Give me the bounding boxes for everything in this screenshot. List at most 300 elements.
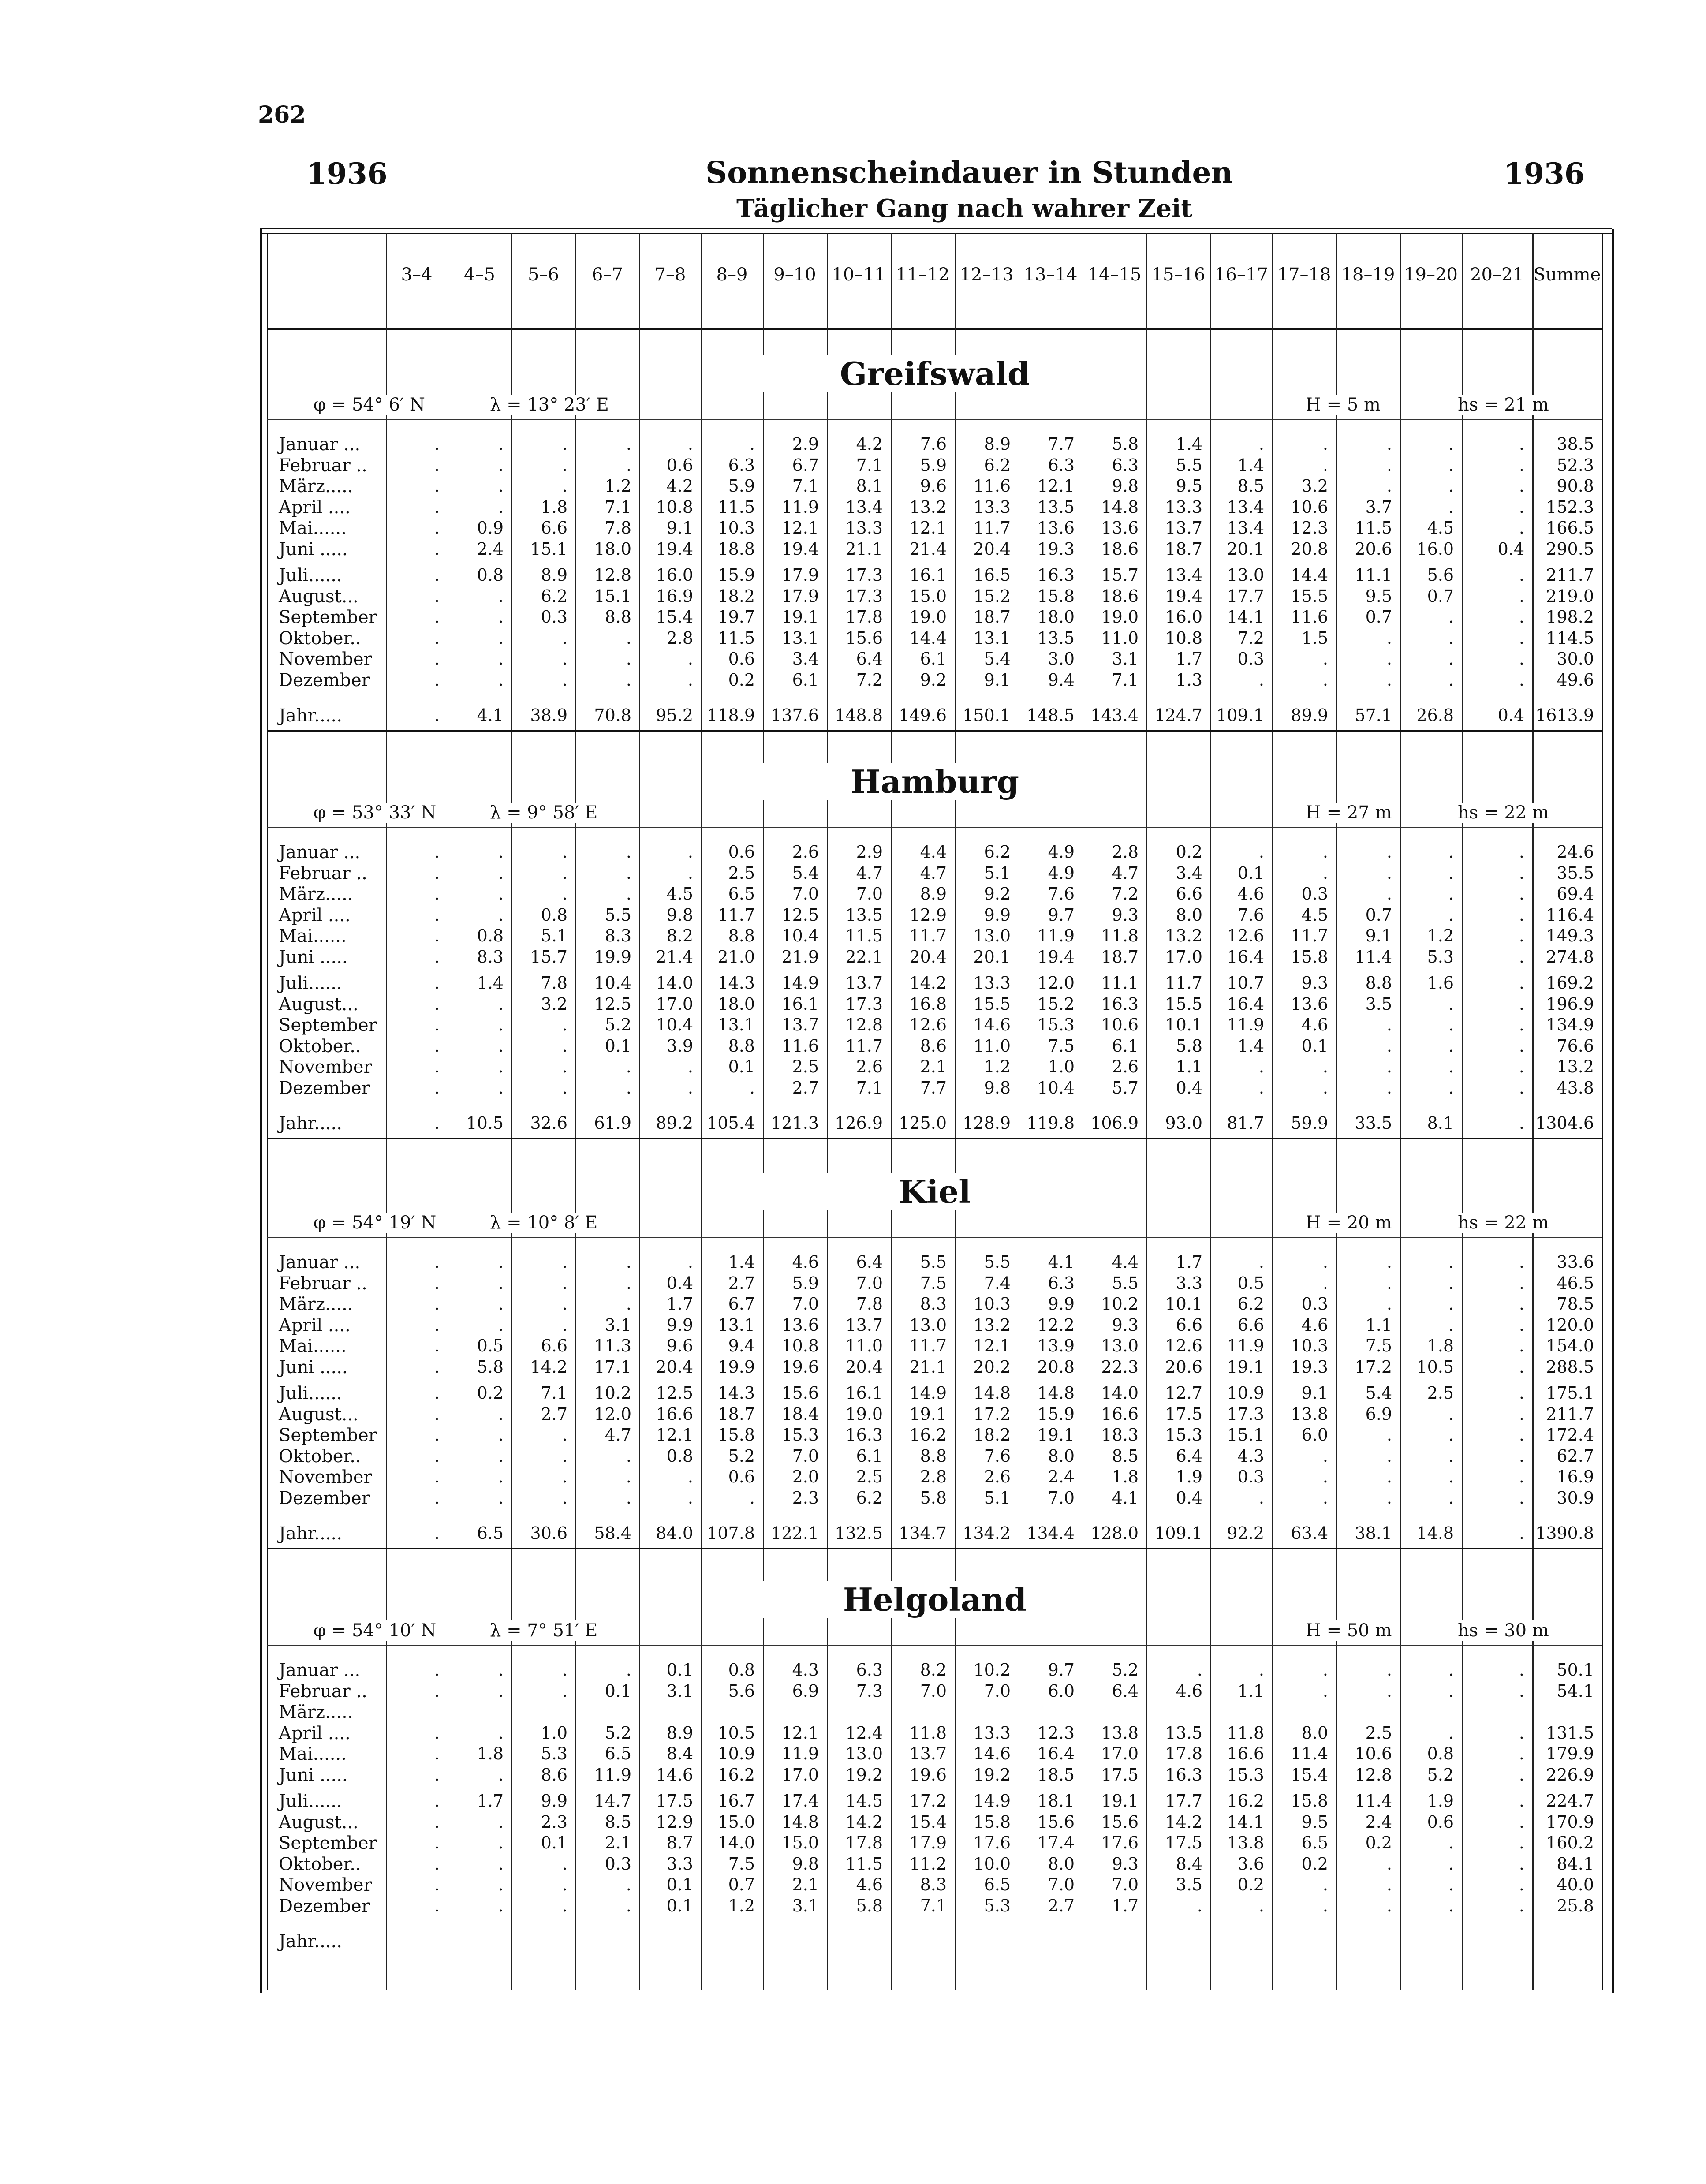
table-cell: 18.3 [1101, 1425, 1139, 1445]
table-cell: 7.8 [605, 518, 631, 538]
table-cell: 8.9 [666, 1723, 693, 1743]
month-label: November [279, 1057, 372, 1077]
table-cell: 11.1 [1355, 565, 1392, 585]
table-cell: 9.3 [1112, 1854, 1139, 1874]
table-cell: 1.7 [1112, 1896, 1139, 1915]
table-cell: 17.8 [845, 607, 883, 627]
table-cell: 0.8 [728, 1660, 755, 1680]
table-cell: 4.5 [1301, 905, 1328, 925]
table-cell: . [434, 1744, 440, 1763]
page-title: Sonnenscheindauer in Stunden [706, 155, 1233, 190]
table-cell: 10.9 [1227, 1383, 1264, 1403]
table-cell: 15.5 [973, 994, 1011, 1014]
table-cell: 13.1 [717, 1315, 755, 1335]
table-cell: . [434, 1315, 440, 1335]
table-cell: 12.4 [845, 1723, 883, 1743]
table-cell: 8.3 [920, 1875, 947, 1894]
table-cell: 11.4 [1355, 1791, 1392, 1811]
table-cell: 1.1 [1176, 1057, 1202, 1076]
month-label: Oktober.. [279, 628, 361, 649]
month-label: September [279, 607, 377, 627]
table-cell: 9.3 [1112, 905, 1139, 925]
column-header-hour: 6–7 [592, 265, 623, 285]
year-total-cell: 122.1 [771, 1523, 819, 1543]
table-cell: 14.1 [1227, 607, 1264, 627]
table-cell: 6.2 [856, 1488, 883, 1508]
table-cell: 13.0 [845, 1744, 883, 1763]
table-cell: 7.1 [920, 1896, 947, 1915]
station-name: Kiel [758, 1173, 1111, 1210]
table-cell: 9.8 [1112, 476, 1139, 496]
table-cell: 24.6 [1557, 842, 1594, 862]
table-cell: . [1386, 842, 1392, 862]
table-cell: 21.4 [909, 539, 947, 559]
table-cell: 1.8 [477, 1744, 504, 1763]
table-cell: 15.8 [1291, 947, 1328, 967]
table-cell: . [498, 1467, 504, 1486]
table-cell: . [1322, 1660, 1328, 1680]
table-cell: 1.1 [1365, 1315, 1392, 1335]
station-header-rule [267, 827, 1602, 828]
table-cell: . [498, 1057, 504, 1076]
table-cell: 10.2 [594, 1383, 631, 1403]
table-inner-left-rule [267, 233, 268, 1990]
table-cell: 4.6 [792, 1252, 819, 1272]
table-cell: 15.8 [717, 1425, 755, 1445]
table-cell: 4.7 [920, 863, 947, 883]
table-cell: . [749, 434, 755, 454]
table-cell: 9.4 [1048, 670, 1075, 690]
table-cell: . [434, 1467, 440, 1486]
table-cell: 0.9 [477, 518, 504, 538]
table-cell: . [1448, 1833, 1454, 1852]
station-sensor-height: hs = 22 m [1455, 1213, 1552, 1233]
table-cell: . [1519, 1383, 1524, 1403]
table-cell: 9.5 [1365, 586, 1392, 606]
table-cell: . [1519, 1336, 1524, 1355]
station-height: H = 5 m [1303, 395, 1383, 415]
table-cell: 13.1 [973, 628, 1011, 648]
table-cell: 16.1 [909, 565, 947, 585]
table-cell: 10.0 [973, 1854, 1011, 1874]
table-cell: . [434, 1812, 440, 1832]
table-cell: . [498, 586, 504, 606]
table-cell: . [1322, 649, 1328, 668]
table-cell: 13.5 [845, 905, 883, 925]
year-total-cell: 134.7 [899, 1523, 947, 1543]
table-cell: . [1519, 863, 1524, 883]
table-cell: 8.5 [605, 1812, 631, 1832]
table-cell: 11.0 [1101, 628, 1139, 648]
table-cell: . [434, 586, 440, 606]
table-cell: 15.2 [1037, 994, 1075, 1014]
column-header-hour: 13–14 [1023, 265, 1078, 285]
station-sensor-height: hs = 21 m [1455, 395, 1552, 415]
table-cell: . [1519, 1833, 1524, 1852]
table-cell: 198.2 [1546, 607, 1594, 627]
month-label: Mai...... [279, 926, 347, 946]
table-cell: . [498, 1446, 504, 1466]
table-cell: 15.3 [1037, 1015, 1075, 1034]
table-cell: . [498, 1252, 504, 1272]
table-cell: 1.1 [1237, 1681, 1264, 1701]
table-cell: 19.6 [909, 1765, 947, 1785]
table-cell: 0.3 [541, 607, 567, 627]
table-cell: . [626, 1875, 631, 1894]
table-cell: . [1448, 1896, 1454, 1915]
table-cell: 15.9 [1037, 1404, 1075, 1424]
table-top-rule-inner [260, 233, 1612, 234]
table-cell: 0.3 [605, 1854, 631, 1874]
table-cell: 13.5 [1037, 628, 1075, 648]
table-cell: 2.9 [856, 842, 883, 862]
table-cell: . [1322, 1896, 1328, 1915]
table-inner-right-rule [1602, 233, 1603, 1990]
table-cell: 0.7 [1365, 905, 1392, 925]
table-cell: 0.3 [1301, 1294, 1328, 1314]
month-label: Juni ..... [279, 1357, 348, 1378]
table-cell: 9.4 [728, 1336, 755, 1355]
table-cell: 62.7 [1557, 1446, 1594, 1466]
table-cell: . [1448, 1660, 1454, 1680]
table-cell: 1.5 [1301, 628, 1328, 648]
table-cell: . [562, 1252, 567, 1272]
year-total-cell: 89.9 [1291, 706, 1328, 725]
table-cell: 5.3 [541, 1744, 567, 1763]
table-cell: 14.0 [656, 973, 693, 993]
table-cell: . [1448, 1015, 1454, 1034]
table-cell: . [498, 1315, 504, 1335]
table-cell: . [1258, 670, 1264, 690]
table-cell: 13.7 [1165, 518, 1202, 538]
table-cell: . [434, 1765, 440, 1785]
table-cell: 6.2 [541, 586, 567, 606]
table-cell: 16.8 [909, 994, 947, 1014]
table-cell: 8.0 [1048, 1854, 1075, 1874]
table-cell: . [434, 1425, 440, 1445]
table-cell: 12.5 [656, 1383, 693, 1403]
table-cell: 7.1 [856, 1078, 883, 1098]
year-left: 1936 [306, 157, 388, 191]
table-cell: 11.9 [1227, 1336, 1264, 1355]
year-total-cell: 14.8 [1416, 1523, 1454, 1543]
table-cell: 4.7 [1112, 863, 1139, 883]
table-cell: 30.0 [1557, 649, 1594, 668]
table-cell: 15.8 [1037, 586, 1075, 606]
table-cell: . [498, 1404, 504, 1424]
table-cell: 1.2 [1427, 926, 1454, 945]
table-cell: 52.3 [1557, 455, 1594, 475]
table-cell: 5.7 [1112, 1078, 1139, 1098]
table-cell: 5.5 [920, 1252, 947, 1272]
table-cell: 19.4 [656, 539, 693, 559]
table-cell: . [1386, 455, 1392, 475]
table-cell: . [562, 1446, 567, 1466]
table-cell: 17.4 [781, 1791, 819, 1811]
table-cell: 10.8 [656, 497, 693, 517]
table-cell: . [687, 1078, 693, 1098]
table-cell: 2.7 [1048, 1896, 1075, 1915]
table-cell: 0.7 [1365, 607, 1392, 627]
table-cell: . [434, 539, 440, 559]
table-cell: 0.1 [1301, 1036, 1328, 1056]
table-cell: . [562, 1896, 567, 1915]
table-cell: 13.3 [1165, 497, 1202, 517]
table-cell: . [1519, 973, 1524, 993]
table-cell: 12.1 [781, 518, 819, 538]
table-cell: . [1448, 497, 1454, 517]
table-cell: 19.1 [1037, 1425, 1075, 1445]
table-cell: . [1448, 1057, 1454, 1076]
table-cell: 4.6 [1237, 884, 1264, 903]
table-cell: . [1258, 1057, 1264, 1076]
table-cell: 17.5 [656, 1791, 693, 1811]
table-cell: 13.0 [909, 1315, 947, 1335]
table-cell: 17.3 [845, 586, 883, 606]
table-cell: 11.7 [1291, 926, 1328, 945]
table-cell: 3.7 [1365, 497, 1392, 517]
table-cell: 4.9 [1048, 863, 1075, 883]
table-cell: 18.0 [594, 539, 631, 559]
table-cell: 4.3 [1237, 1446, 1264, 1466]
table-cell: 0.1 [605, 1036, 631, 1056]
table-cell: 10.4 [656, 1015, 693, 1034]
table-cell: 6.0 [1048, 1681, 1075, 1701]
table-cell: 15.8 [1291, 1791, 1328, 1811]
table-cell: 2.4 [1365, 1812, 1392, 1832]
table-cell: . [1386, 863, 1392, 883]
table-cell: 2.1 [792, 1875, 819, 1894]
table-cell: 12.2 [1037, 1315, 1075, 1335]
table-cell: 7.0 [792, 884, 819, 903]
table-cell: 13.1 [781, 628, 819, 648]
table-cell: 7.5 [1365, 1336, 1392, 1355]
table-cell: 17.0 [656, 994, 693, 1014]
table-cell: . [1448, 1488, 1454, 1508]
table-cell: . [1448, 476, 1454, 496]
table-cell: 4.2 [856, 434, 883, 454]
month-label: Dezember [279, 1078, 370, 1098]
table-cell: 0.4 [666, 1273, 693, 1293]
table-cell: 8.3 [920, 1294, 947, 1314]
table-cell: 20.2 [973, 1357, 1011, 1377]
table-cell: 196.9 [1546, 994, 1594, 1014]
month-label: Dezember [279, 670, 370, 691]
table-cell: 19.3 [1291, 1357, 1328, 1377]
table-cell: . [434, 1833, 440, 1852]
table-cell: 15.7 [1101, 565, 1139, 585]
table-cell: 219.0 [1546, 586, 1594, 606]
table-cell: 0.7 [1427, 586, 1454, 606]
table-cell: 120.0 [1546, 1315, 1594, 1335]
table-cell: . [1322, 1681, 1328, 1701]
table-cell: 7.3 [856, 1681, 883, 1701]
table-cell: 15.5 [1165, 994, 1202, 1014]
table-cell: 4.2 [666, 476, 693, 496]
table-cell: . [1448, 1875, 1454, 1894]
table-cell: 15.3 [1227, 1765, 1264, 1785]
table-cell: . [1519, 1744, 1524, 1763]
table-cell: 211.7 [1546, 1404, 1594, 1424]
table-cell: 17.0 [781, 1765, 819, 1785]
table-cell: 13.2 [909, 497, 947, 517]
column-header-hour: 18–19 [1341, 265, 1395, 285]
year-total-cell: 126.9 [835, 1113, 883, 1133]
table-cell: . [562, 863, 567, 883]
table-cell: 18.0 [1037, 607, 1075, 627]
year-total-cell: 128.0 [1090, 1523, 1139, 1543]
month-label: Mai...... [279, 518, 347, 538]
table-cell: 5.4 [984, 649, 1011, 668]
month-label: Juni ..... [279, 947, 348, 967]
table-cell: 16.6 [1227, 1744, 1264, 1763]
table-cell: . [1386, 1660, 1392, 1680]
table-cell: 16.3 [1101, 994, 1139, 1014]
year-total-cell: 89.2 [656, 1113, 693, 1133]
column-header-hour: 10–11 [832, 265, 886, 285]
table-cell: 10.1 [1165, 1015, 1202, 1034]
year-total-cell: 63.4 [1291, 1523, 1328, 1543]
table-cell: 7.0 [856, 1273, 883, 1293]
table-cell: 1.2 [984, 1057, 1011, 1076]
table-cell: 7.0 [984, 1681, 1011, 1701]
table-cell: 0.3 [1301, 884, 1328, 903]
table-cell: 114.5 [1546, 628, 1594, 648]
table-cell: 11.4 [1355, 947, 1392, 967]
table-cell: 10.8 [781, 1336, 819, 1355]
table-cell: 5.9 [792, 1273, 819, 1293]
table-cell: 7.0 [792, 1446, 819, 1466]
table-cell: 0.2 [728, 670, 755, 690]
table-cell: . [1519, 434, 1524, 454]
table-cell: 15.6 [781, 1383, 819, 1403]
table-cell: . [1448, 434, 1454, 454]
table-cell: 11.9 [781, 1744, 819, 1763]
table-cell: 13.1 [717, 1015, 755, 1034]
table-cell: 15.2 [973, 586, 1011, 606]
year-total-cell: 6.5 [477, 1523, 504, 1543]
month-label: Februar .. [279, 1681, 367, 1702]
table-cell: 5.1 [541, 926, 567, 945]
table-cell: 2.5 [792, 1057, 819, 1076]
table-cell: 90.8 [1557, 476, 1594, 496]
table-cell: . [434, 1488, 440, 1508]
table-cell: 6.2 [1237, 1294, 1264, 1314]
table-cell: 7.6 [920, 434, 947, 454]
table-cell: . [1519, 1425, 1524, 1445]
table-cell: 19.0 [1101, 607, 1139, 627]
table-cell: 1.6 [1427, 973, 1454, 993]
table-cell: 3.4 [792, 649, 819, 668]
table-cell: 4.6 [1176, 1681, 1202, 1701]
table-cell: 8.3 [477, 947, 504, 967]
table-cell: 13.3 [973, 1723, 1011, 1743]
table-cell: 8.0 [1176, 905, 1202, 925]
table-cell: . [1322, 1273, 1328, 1293]
table-cell: . [1448, 1252, 1454, 1272]
table-cell: 17.5 [1165, 1833, 1202, 1852]
table-cell: 9.1 [1301, 1383, 1328, 1403]
table-cell: 13.4 [1227, 497, 1264, 517]
table-cell: 12.3 [1037, 1723, 1075, 1743]
table-cell: 8.5 [1237, 476, 1264, 496]
year-total-cell: . [434, 1523, 440, 1543]
table-cell: . [626, 863, 631, 883]
table-cell: 0.1 [666, 1896, 693, 1915]
year-total-cell: . [434, 706, 440, 725]
table-cell: 17.3 [1227, 1404, 1264, 1424]
table-cell: 11.7 [1165, 973, 1202, 993]
table-cell: 160.2 [1546, 1833, 1594, 1852]
table-cell: . [1519, 1273, 1524, 1293]
table-cell: . [434, 1078, 440, 1098]
table-cell: 14.9 [781, 973, 819, 993]
table-cell: 14.8 [781, 1812, 819, 1832]
table-cell: . [434, 947, 440, 967]
table-cell: 15.7 [530, 947, 567, 967]
table-cell: . [562, 649, 567, 668]
table-cell: 14.3 [717, 973, 755, 993]
year-total-cell: 30.6 [530, 1523, 567, 1543]
year-total-cell: 57.1 [1355, 706, 1392, 725]
table-cell: 4.5 [666, 884, 693, 903]
table-cell: 19.4 [1037, 947, 1075, 967]
table-cell: . [1519, 1854, 1524, 1874]
month-label: August... [279, 1404, 358, 1425]
table-cell: 3.2 [1301, 476, 1328, 496]
table-cell: . [498, 1812, 504, 1832]
table-cell: 16.2 [909, 1425, 947, 1445]
month-label: Juli...... [279, 565, 342, 586]
table-cell: 16.3 [1037, 565, 1075, 585]
table-cell: 154.0 [1546, 1336, 1594, 1355]
table-cell: . [498, 1765, 504, 1785]
table-cell: . [1322, 1057, 1328, 1076]
table-cell: 3.1 [792, 1896, 819, 1915]
table-cell: 10.3 [1291, 1336, 1328, 1355]
table-cell: 5.5 [984, 1252, 1011, 1272]
table-cell: 6.6 [541, 518, 567, 538]
table-cell: 6.7 [792, 455, 819, 475]
table-cell: . [1258, 434, 1264, 454]
month-label: April .... [279, 497, 351, 518]
table-cell: 13.3 [973, 973, 1011, 993]
table-cell: 20.6 [1355, 539, 1392, 559]
table-cell: . [1386, 1467, 1392, 1486]
table-cell: 11.5 [845, 1854, 883, 1874]
station-separator-rule [267, 1548, 1602, 1549]
table-cell: 9.9 [666, 1315, 693, 1335]
table-cell: 12.1 [1037, 476, 1075, 496]
table-cell: 4.4 [1112, 1252, 1139, 1272]
table-cell: 2.6 [856, 1057, 883, 1076]
table-cell: 14.2 [530, 1357, 567, 1377]
column-header-hour: 12–13 [959, 265, 1014, 285]
table-cell: 2.7 [728, 1273, 755, 1293]
table-cell: 19.4 [781, 539, 819, 559]
table-cell: 13.4 [845, 497, 883, 517]
station-latitude: φ = 53° 33′ N [311, 803, 439, 823]
table-cell: 2.7 [792, 1078, 819, 1098]
table-cell: 0.1 [666, 1875, 693, 1894]
table-cell: 76.6 [1557, 1036, 1594, 1056]
table-cell: . [1448, 1273, 1454, 1293]
table-cell: 12.6 [1227, 926, 1264, 945]
table-cell: . [498, 994, 504, 1014]
table-cell: 16.3 [845, 1425, 883, 1445]
table-cell: 25.8 [1557, 1896, 1594, 1915]
table-cell: 21.9 [781, 947, 819, 967]
